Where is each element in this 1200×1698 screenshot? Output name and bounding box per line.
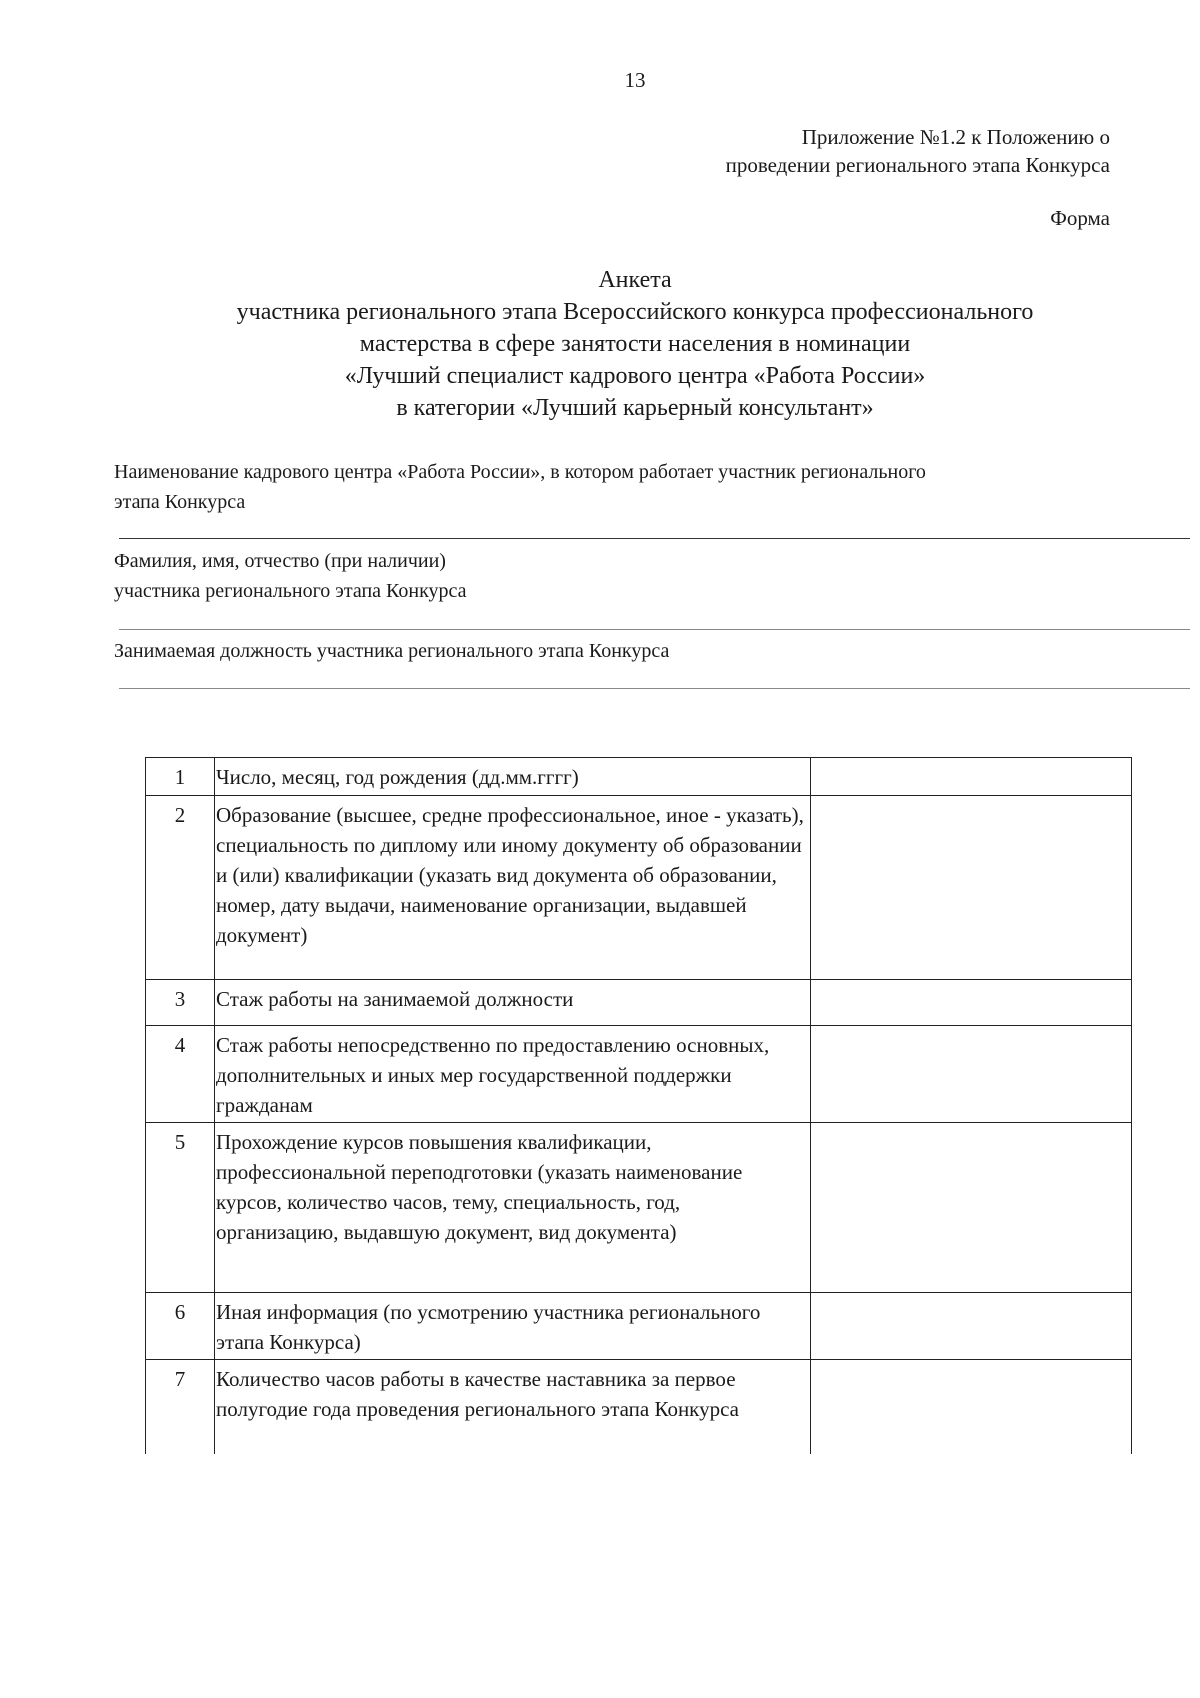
appendix-reference [726,123,1110,179]
table-row [146,1123,1132,1293]
center-name-label-line-2: этапа Конкурса [114,491,246,513]
row-answer-cell[interactable] [811,1360,1132,1454]
row-answer-cell[interactable] [811,1026,1132,1123]
row-number: 3 [146,980,215,1026]
row-answer-cell[interactable] [811,980,1132,1026]
table-row [146,796,1132,980]
title-line-2: участника регионального этапа Всероссийского конкурса профессионального [236,299,1034,325]
center-name-label-line-1: Наименование кадрового центра «Работа России», в котором работает участник регионального [114,461,926,483]
table-row [146,980,1132,1026]
table-row [146,1026,1132,1123]
table-row [146,1293,1132,1360]
fio-input-line[interactable] [119,629,1190,630]
row-answer-cell[interactable] [811,1123,1132,1293]
row-number: 1 [146,758,215,796]
row-answer-cell[interactable] [811,1293,1132,1360]
row-question: Иная информация (по усмотрению участника регионального этапа Конкурса) [215,1293,811,1360]
fio-label-line-1: Фамилия, имя, отчество (при наличии) [114,550,446,572]
title-line-1: Анкета [598,267,672,293]
page-number: 13 [624,68,646,92]
center-name-input-line[interactable] [119,538,1190,539]
row-question: Количество часов работы в качестве наставника за первое полугодие года проведения регионального этапа Конкурса [215,1360,811,1454]
appendix-line-2: проведении регионального этапа Конкурса [725,153,1110,177]
row-number: 4 [146,1026,215,1123]
form-label: Форма [1050,206,1110,230]
row-question: Число, месяц, год рождения (дд.мм.гггг) [215,758,811,796]
fio-label [114,546,467,606]
position-input-line[interactable] [119,688,1190,689]
center-name-label [114,457,926,517]
title-line-4: «Лучший специалист кадрового центра «Работа России» [344,363,926,389]
row-answer-cell[interactable] [811,796,1132,980]
title-line-3: мастерства в сфере занятости населения в номинации [359,331,911,357]
row-number: 5 [146,1123,215,1293]
row-question: Стаж работы на занимаемой должности [215,980,811,1026]
questionnaire-table [145,757,1132,1454]
table-row [146,1360,1132,1454]
row-question: Стаж работы непосредственно по предоставлению основных, дополнительных и иных мер государственной поддержки гражданам [215,1026,811,1123]
document-title [0,264,1200,424]
row-number: 2 [146,796,215,980]
table-row [146,758,1132,796]
fio-label-line-2: участника регионального этапа Конкурса [114,580,467,602]
row-number: 7 [146,1360,215,1454]
row-question: Образование (высшее, средне профессиональное, иное - указать), специальность по диплому или иному документу об образовании и (или) квалификации (указать вид документа об образовании, номер, дату выдачи, наименование организации, выдавшей документ) [215,796,811,980]
row-number: 6 [146,1293,215,1360]
title-line-5: в категории «Лучший карьерный консультант» [396,395,874,421]
position-label: Занимаемая должность участника регионального этапа Конкурса [114,640,670,662]
row-answer-cell[interactable] [811,758,1132,796]
row-question: Прохождение курсов повышения квалификации, профессиональной переподготовки (указать наименование курсов, количество часов, тему, специальность, год, организацию, выдавшую документ, вид документа) [215,1123,811,1293]
appendix-line-1: Приложение №1.2 к Положению о [801,125,1110,149]
